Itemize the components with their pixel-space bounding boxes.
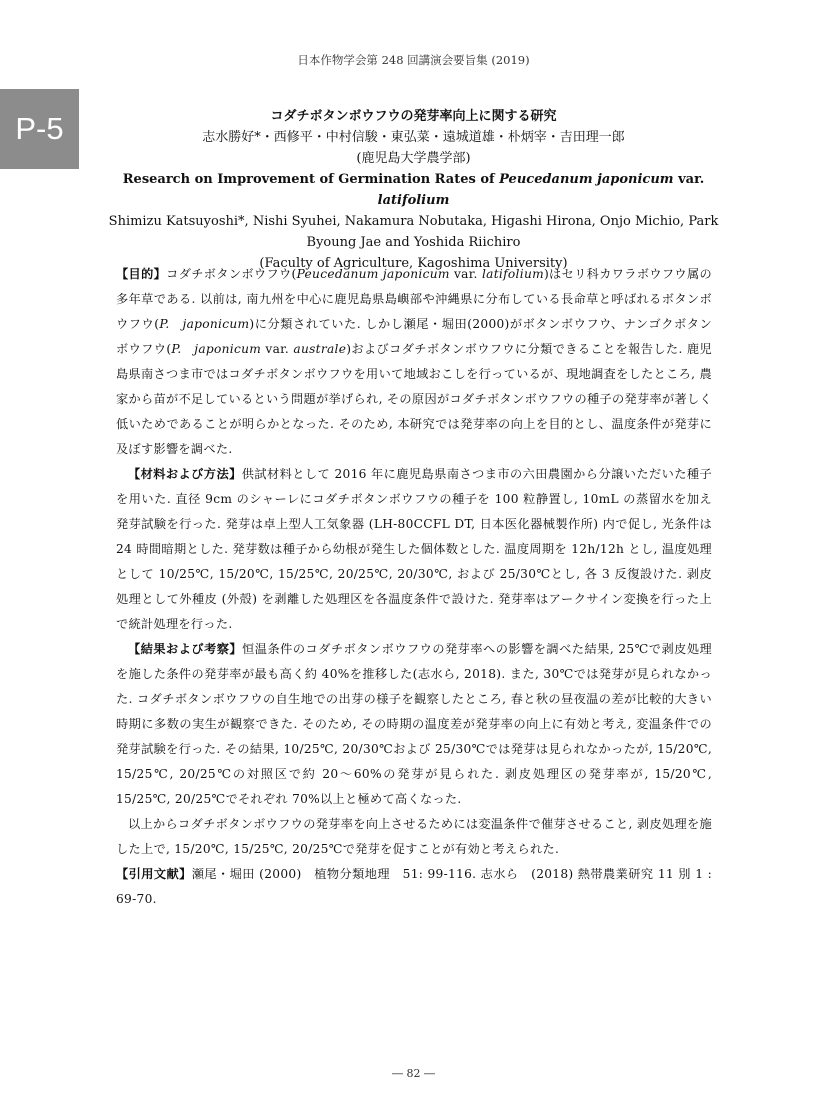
- methods-text: 供試材料として 2016 年に鹿児島県南さつま市の六田農園から分譲いただいた種子を用いた. 直径 9cm のシャーレにコダチボタンボウフウの種子を 100 粒静置し, 10mL の蒸留水を加え発芽試験を行った. 発芽は卓上型人工気象器 (LH-80CCFL DT, 日本医化器械製作所) 内で促し, 光条件は 24 時間暗期とした. 発芽数は種子から幼根が発生した個体数とした. 温度周期を 12h/12h とし, 温度処理として 10/25℃, 15/20℃, 15/25℃, 20/25℃, 20/30℃, および 25/30℃とし, 各 3 反復設けた. 剥皮処理として外種皮 (外殻) を剥離した処理区を各温度条件で設けた. 発芽率はアークサイン変換を行った上で統計処理を行った.: [116, 467, 713, 631]
- english-title-prefix: Research on Improvement of Germination Rates of: [122, 172, 500, 187]
- methods-label: 【材料および方法】: [128, 467, 242, 481]
- purpose-species-2: P. japonicum: [159, 317, 250, 331]
- poster-number-badge: P-5: [0, 89, 79, 169]
- purpose-text-1: コダチボタンボウフウ(: [166, 267, 297, 281]
- purpose-paragraph: [116, 262, 712, 462]
- proceedings-header: 日本作物学会第 248 回講演会要旨集 (2019): [297, 53, 530, 67]
- purpose-text-3: )に分類されていた. しかし瀬尾・堀田(2000)がボタンボウフウ、ナンゴクボタンボウフウ(: [116, 317, 712, 356]
- english-title: [100, 169, 727, 211]
- references-text: 瀬尾・堀田 (2000) 植物分類地理 51: 99-116. 志水ら (2018) 熱帯農業研究 11 別 1 : 69-70.: [116, 867, 712, 906]
- purpose-label: 【目的】: [116, 267, 167, 281]
- purpose-text-4: )およびコダチボタンボウフウに分類できることを報告した. 鹿児島県南さつま市ではコダチボタンボウフウを用いて地域おこしを行っているが、現地調査をしたところ, 農家から苗が不足しているという問題が挙げられ, その原因がコダチボタンボウフウの種子の発芽率が著しく低いためであることが明らかとなった. そのため, 本研究では発芽率の向上を目的とし、温度条件が発芽に及ぼす影響を調べた.: [116, 342, 712, 456]
- results-label: 【結果および考察】: [128, 642, 243, 656]
- results-paragraph: [116, 637, 712, 812]
- methods-paragraph: [116, 462, 712, 637]
- conclusion-paragraph: 以上からコダチボタンボウフウの発芽率を向上させるためには変温条件で催芽させること, 剥皮処理を施した上で, 15/20℃, 15/25℃, 20/25℃で発芽を促すことが有効と考えられた.: [116, 817, 712, 856]
- japanese-affiliation: (鹿児島大学農学部): [356, 151, 471, 166]
- english-authors-line2: Byoung Jae and Yoshida Riichiro: [306, 235, 521, 250]
- references-paragraph: [116, 862, 712, 912]
- purpose-species-1: Peucedanum japonicum: [296, 267, 450, 281]
- english-title-species: Peucedanum japonicum: [499, 172, 674, 187]
- english-affiliation: (Faculty of Agriculture, Kagoshima University): [259, 256, 568, 271]
- purpose-species-3: P. japonicum: [171, 342, 262, 356]
- english-authors-line1: Shimizu Katsuyoshi*, Nishi Syuhei, Nakamura Nobutaka, Higashi Hirona, Onjo Michio, Park: [108, 214, 719, 229]
- references-label: 【引用文献】: [116, 867, 192, 881]
- purpose-var-3: var.: [261, 342, 294, 356]
- english-title-var: var.: [673, 172, 705, 187]
- purpose-variety-1: latifolium: [481, 267, 544, 281]
- abstract-body: [116, 262, 712, 912]
- japanese-title: コダチボタンボウフウの発芽率向上に関する研究: [270, 109, 557, 124]
- purpose-text-2: )はセリ科カワラボウフウ属の多年草である. 以前は, 南九州を中心に鹿児島県島嶼部や沖縄県に分布している長命草と呼ばれるボタンボウフウ(: [116, 267, 712, 331]
- purpose-var-1: var.: [449, 267, 482, 281]
- japanese-authors: 志水勝好*・西修平・中村信駿・東弘菜・遠城道雄・朴炳宰・吉田理一郎: [202, 130, 625, 145]
- page-number: ― 82 ―: [392, 1067, 435, 1080]
- title-block: [100, 106, 727, 274]
- english-title-variety: latifolium: [377, 193, 450, 208]
- purpose-variety-3: australe: [293, 342, 347, 356]
- results-text: 恒温条件のコダチボタンボウフウの発芽率への影響を調べた結果, 25℃で剥皮処理を施した条件の発芽率が最も高く約 40%を推移した(志水ら, 2018). また, 30℃では発芽が見られなかった. コダチボタンボウフウの自生地での出芽の様子を観察したところ, 春と秋の昼夜温の差が比較的大きい時期に多数の実生が観察できた. そのため, その時期の温度差が発芽率の向上に有効と考え, 変温条件での発芽試験を行った. その結果, 10/25℃, 20/30℃および 25/30℃では発芽は見られなかったが, 15/20℃, 15/25℃, 20/25℃の対照区で約 20～60%の発芽が見られた. 剥皮処理区の発芽率が, 15/20℃, 15/25℃, 20/25℃でそれぞれ 70%以上と極めて高くなった.: [116, 642, 713, 806]
